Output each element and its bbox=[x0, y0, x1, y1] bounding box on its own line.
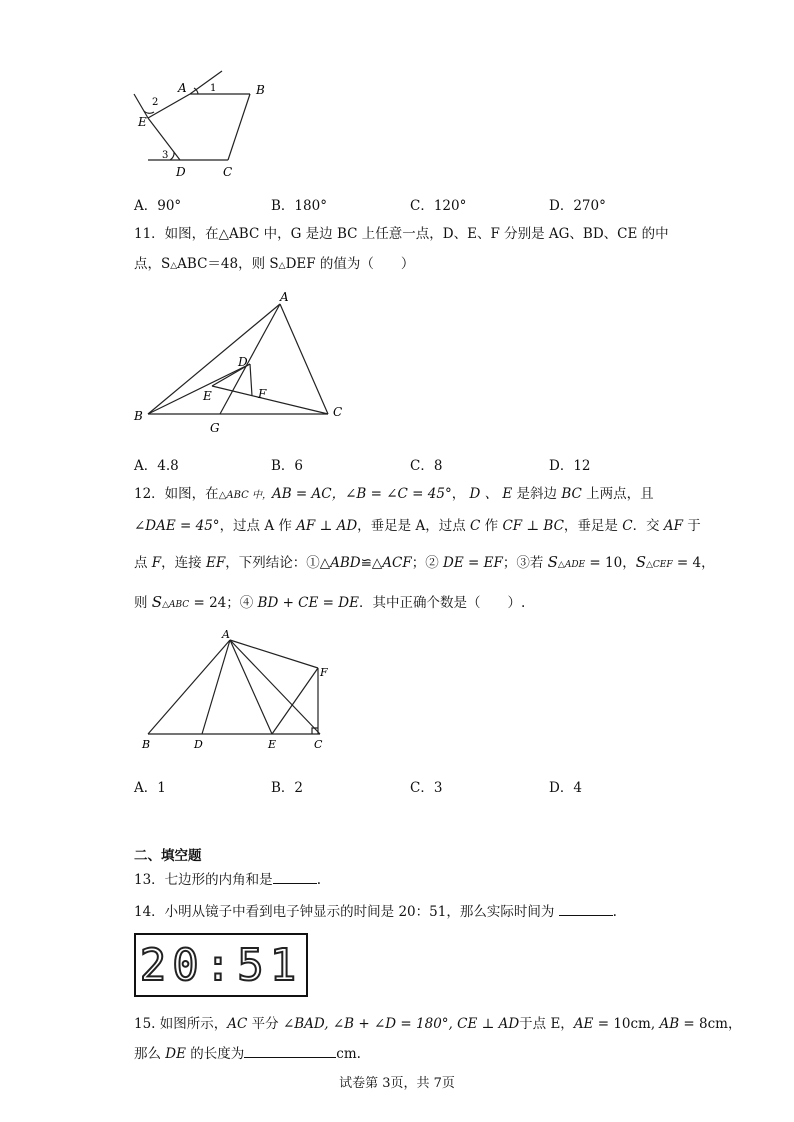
q15-t: . bbox=[356, 1046, 361, 1062]
q12-t: ；② bbox=[411, 555, 444, 571]
q15-math: AC bbox=[227, 1016, 248, 1032]
q15-t: = 8cm bbox=[679, 1016, 728, 1032]
label-E: E bbox=[268, 738, 277, 751]
q12-t: 作 bbox=[480, 518, 503, 534]
q12-t: ，下列结论：①△ bbox=[225, 555, 331, 571]
label-F: F bbox=[258, 387, 267, 401]
q12-t: = 4 bbox=[672, 555, 702, 571]
label-F: F bbox=[320, 666, 328, 679]
angle-2: 2 bbox=[152, 97, 159, 108]
q15-math: DE bbox=[165, 1046, 186, 1062]
q12-option-b: B．2 bbox=[271, 780, 304, 796]
q13-stem bbox=[134, 870, 321, 890]
q13-end: . bbox=[316, 872, 321, 888]
label-A: A bbox=[222, 628, 230, 641]
label-C: C bbox=[314, 738, 323, 751]
label-D: D bbox=[176, 165, 186, 179]
q11-sub-1: △ bbox=[170, 261, 178, 271]
digital-clock bbox=[134, 933, 308, 997]
q15-t: 15. 如图所示， bbox=[134, 1016, 228, 1032]
q12-t: ， bbox=[701, 555, 715, 571]
q15-t: = 10cm, bbox=[593, 1016, 660, 1032]
q13-answer-blank[interactable] bbox=[273, 871, 317, 884]
label-A: A bbox=[178, 81, 187, 95]
label-C: C bbox=[333, 405, 343, 419]
q12-t: = 24 bbox=[189, 595, 227, 611]
q12-math: AF bbox=[663, 518, 683, 534]
q15-math: AB bbox=[659, 1016, 680, 1032]
q12-t: 点 bbox=[134, 555, 152, 571]
q12-math: S bbox=[547, 553, 558, 571]
q12-t: ；③若 bbox=[502, 555, 548, 571]
q12-t: = 10， bbox=[585, 555, 636, 571]
q12-t: △ABC 中， bbox=[218, 490, 272, 501]
label-B: B bbox=[134, 409, 143, 423]
q11-text-b: ABC＝48，则 S bbox=[177, 256, 279, 272]
q10-option-c: C．120° bbox=[410, 198, 467, 214]
q12-stem-line3 bbox=[134, 552, 715, 575]
q12-math: AF ⊥ AD bbox=[296, 518, 358, 534]
q12-sub: △ADE bbox=[557, 560, 586, 570]
q12-sub: △ABC bbox=[162, 600, 190, 610]
q12-math: C bbox=[622, 518, 633, 534]
q12-math: DE = EF bbox=[443, 555, 503, 571]
angle-3: 3 bbox=[162, 150, 169, 161]
q12-sub: △CEF bbox=[646, 560, 673, 570]
q12-t: 则 bbox=[134, 595, 152, 611]
q15-math: AE bbox=[573, 1016, 594, 1032]
q12-t: ，过点 A 作 bbox=[219, 518, 297, 534]
label-E: E bbox=[203, 389, 212, 403]
label-D: D bbox=[194, 738, 203, 751]
q11-text-a: 点，S bbox=[134, 256, 171, 272]
q14-end: . bbox=[612, 904, 617, 920]
q12-t: ，连接 bbox=[161, 555, 206, 571]
angle-1: 1 bbox=[210, 83, 217, 94]
q15-t: 于点 E， bbox=[519, 1016, 574, 1032]
q12-math: C bbox=[470, 518, 481, 534]
q12-stem-line2 bbox=[134, 516, 701, 536]
q11-stem-line2 bbox=[134, 254, 414, 276]
q15-stem-line2 bbox=[134, 1044, 361, 1064]
label-D: D bbox=[238, 355, 248, 369]
page-footer: 试卷第 3页，共 7页 bbox=[339, 1076, 455, 1091]
q15-answer-blank[interactable] bbox=[244, 1045, 336, 1058]
q12-math: D 、 E bbox=[469, 486, 513, 502]
q15-math: ∠BAD, ∠B + ∠D = 180°, CE ⊥ AD bbox=[282, 1016, 520, 1032]
q11-option-d: D．12 bbox=[549, 458, 591, 474]
q12-math: BD + CE = DE bbox=[257, 595, 359, 611]
label-B: B bbox=[256, 83, 265, 97]
q12-option-d: D．4 bbox=[549, 780, 582, 796]
label-C: C bbox=[223, 165, 233, 179]
q14-stem bbox=[134, 902, 617, 922]
figure-q10 bbox=[128, 66, 298, 182]
q11-option-a: A．4.8 bbox=[134, 458, 179, 474]
q10-option-b: B．180° bbox=[271, 198, 327, 214]
q12-math: BC bbox=[561, 486, 582, 502]
q12-math: ACF bbox=[382, 555, 412, 571]
q12-option-c: C．3 bbox=[410, 780, 443, 796]
label-B: B bbox=[142, 738, 151, 751]
q12-stem-line1 bbox=[134, 484, 654, 506]
q12-math: EF bbox=[205, 555, 226, 571]
q12-t: ， bbox=[451, 486, 470, 502]
label-E: E bbox=[138, 115, 147, 129]
figure-q11 bbox=[128, 286, 358, 442]
q12-t: ．其中正确个数是（ ）. bbox=[358, 595, 526, 611]
q12-math: F bbox=[151, 555, 162, 571]
q12-t: ，垂足是 A，过点 bbox=[357, 518, 470, 534]
q12-t: ≌△ bbox=[360, 555, 383, 571]
q11-sub-2: △ bbox=[278, 261, 286, 271]
section-title-fill-in: 二、填空题 bbox=[134, 848, 202, 864]
label-A: A bbox=[280, 290, 289, 304]
figure-q12 bbox=[132, 626, 342, 754]
q15-t: 的长度为 bbox=[185, 1046, 245, 1062]
q12-math: ABD bbox=[330, 555, 361, 571]
q12-t: 12．如图，在 bbox=[134, 486, 219, 502]
q12-stem-line4 bbox=[134, 592, 525, 615]
digital-clock-time: 20:51 bbox=[139, 940, 303, 991]
q12-t: ；④ bbox=[226, 595, 258, 611]
q12-math: CF ⊥ BC bbox=[502, 518, 564, 534]
q15-t: ， bbox=[727, 1016, 742, 1032]
q12-math: S bbox=[151, 593, 163, 611]
q12-option-a: A．1 bbox=[134, 780, 166, 796]
q12-t: 是斜边 bbox=[512, 486, 562, 502]
q11-stem-line1: 11．如图，在△ABC 中，G 是边 BC 上任意一点，D、E、F 分别是 AG、BD、CE 的中 bbox=[134, 226, 669, 242]
q11-option-b: B．6 bbox=[271, 458, 304, 474]
q15-t: 平分 bbox=[247, 1016, 283, 1032]
q12-math: AB = AC，∠B = ∠C = 45° bbox=[271, 486, 452, 502]
q13-text: 13．七边形的内角和是 bbox=[134, 872, 273, 888]
q12-t: ．交 bbox=[632, 518, 664, 534]
q15-t: 那么 bbox=[134, 1046, 166, 1062]
q12-t: 上两点，且 bbox=[581, 486, 654, 502]
q15-t: cm bbox=[336, 1046, 357, 1062]
q10-option-a: A．90° bbox=[134, 198, 182, 214]
q14-answer-blank[interactable] bbox=[559, 903, 613, 916]
q14-text: 14．小明从镜子中看到电子钟显示的时间是 20：51，那么实际时间为 bbox=[134, 904, 559, 920]
q11-text-c: DEF 的值为（ ） bbox=[285, 256, 415, 272]
q12-math: ∠DAE = 45° bbox=[134, 518, 220, 534]
label-G: G bbox=[210, 421, 220, 435]
q10-option-d: D．270° bbox=[549, 198, 606, 214]
q12-t: ，垂足是 bbox=[563, 518, 623, 534]
q15-stem-line1 bbox=[134, 1014, 741, 1034]
q12-math: S bbox=[635, 553, 646, 571]
q11-option-c: C．8 bbox=[410, 458, 443, 474]
q12-t: 于 bbox=[682, 518, 701, 534]
